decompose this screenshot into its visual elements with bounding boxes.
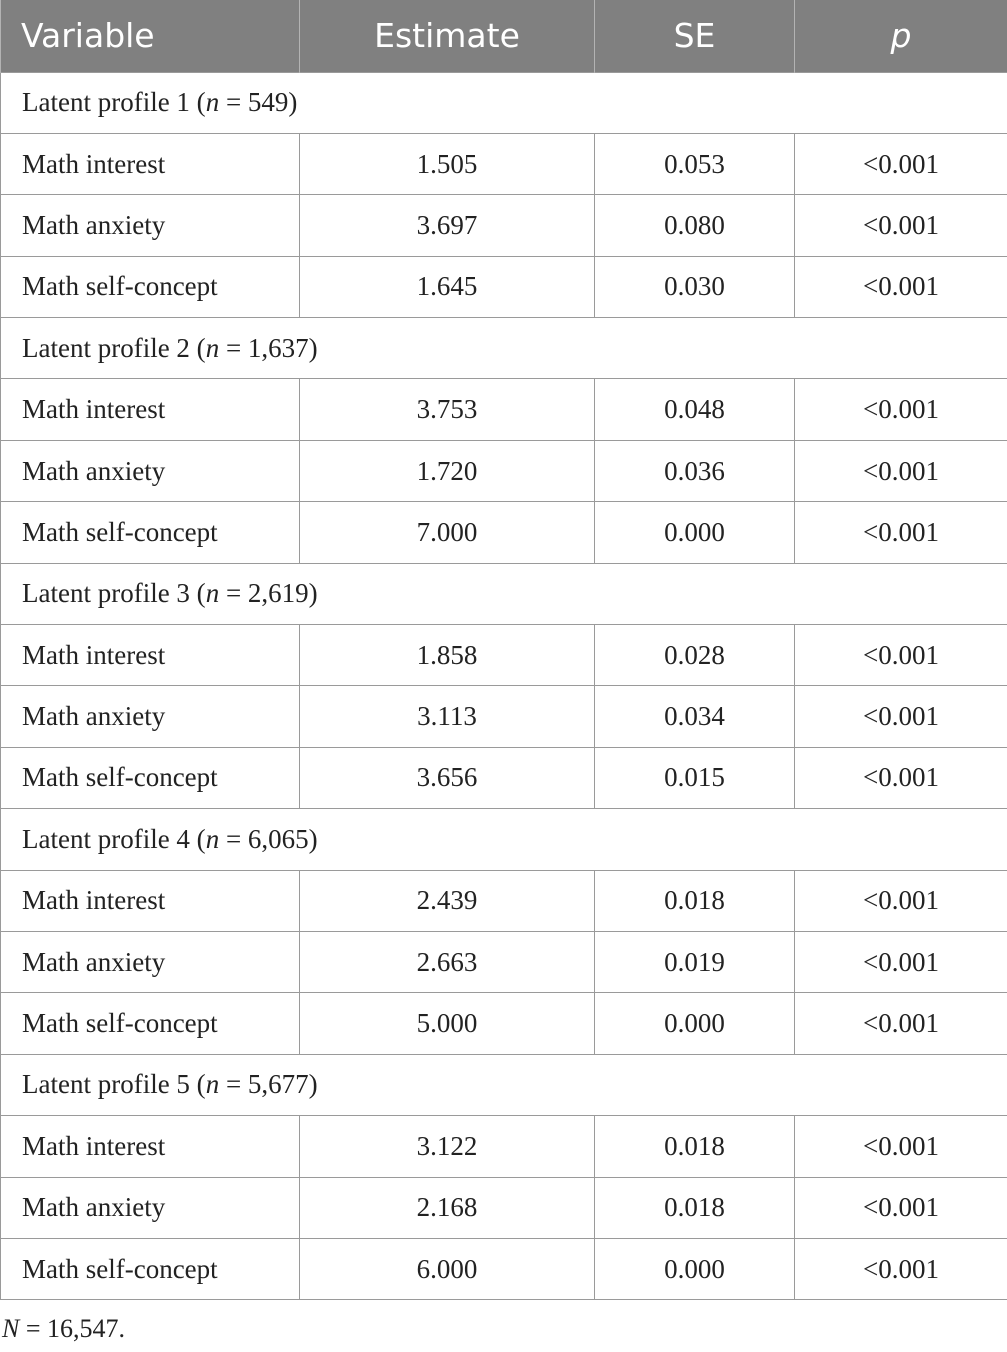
se-cell: 0.030 [595, 256, 795, 317]
table-row [1, 379, 1007, 440]
group-prefix: Latent profile 5 ( [22, 1069, 206, 1100]
group-row [1, 318, 1007, 379]
variable-cell: Math anxiety [1, 931, 300, 992]
estimate-cell: 3.697 [300, 195, 595, 256]
table-footnote [2, 1314, 125, 1344]
table-row [1, 502, 1007, 563]
p-cell: <0.001 [795, 379, 1007, 440]
p-cell: <0.001 [795, 1177, 1007, 1238]
table-row [1, 1116, 1007, 1177]
p-cell: <0.001 [795, 870, 1007, 931]
variable-cell: Math anxiety [1, 440, 300, 501]
variable-cell: Math interest [1, 870, 300, 931]
group-n-value: = 6,065) [219, 823, 318, 854]
footnote-n-symbol: N [2, 1314, 20, 1343]
group-row [1, 563, 1007, 624]
p-cell: <0.001 [795, 1116, 1007, 1177]
p-cell: <0.001 [795, 1238, 1007, 1299]
group-n-symbol: n [205, 87, 220, 118]
header-estimate: Estimate [300, 0, 595, 72]
variable-cell: Math self-concept [1, 502, 300, 563]
p-cell: <0.001 [795, 993, 1007, 1054]
table-row [1, 1177, 1007, 1238]
estimate-cell: 1.720 [300, 440, 595, 501]
table-row [1, 993, 1007, 1054]
p-cell: <0.001 [795, 502, 1007, 563]
header-se: SE [595, 0, 795, 72]
footnote-text: = 16,547. [19, 1314, 126, 1343]
group-n-value: = 2,619) [219, 578, 318, 609]
group-prefix: Latent profile 1 ( [22, 87, 206, 118]
table-row [1, 1238, 1007, 1299]
group-prefix: Latent profile 2 ( [22, 332, 206, 363]
p-cell: <0.001 [795, 195, 1007, 256]
group-label [1, 563, 1007, 624]
estimate-cell: 3.113 [300, 686, 595, 747]
group-label [1, 318, 1007, 379]
estimate-cell: 2.168 [300, 1177, 595, 1238]
table-row [1, 747, 1007, 808]
group-row [1, 809, 1007, 870]
table-row [1, 931, 1007, 992]
estimate-cell: 1.858 [300, 625, 595, 686]
variable-cell: Math self-concept [1, 993, 300, 1054]
se-cell: 0.000 [595, 502, 795, 563]
group-prefix: Latent profile 4 ( [22, 823, 206, 854]
se-cell: 0.028 [595, 625, 795, 686]
estimate-cell: 3.656 [300, 747, 595, 808]
se-cell: 0.015 [595, 747, 795, 808]
estimate-cell: 1.505 [300, 133, 595, 194]
variable-cell: Math interest [1, 1116, 300, 1177]
se-cell: 0.034 [595, 686, 795, 747]
group-label [1, 809, 1007, 870]
variable-cell: Math anxiety [1, 686, 300, 747]
group-row [1, 1054, 1007, 1115]
group-n-value: = 549) [219, 87, 298, 118]
group-row [1, 72, 1007, 133]
se-cell: 0.048 [595, 379, 795, 440]
variable-cell: Math self-concept [1, 256, 300, 317]
p-cell: <0.001 [795, 686, 1007, 747]
p-cell: <0.001 [795, 931, 1007, 992]
group-n-value: = 5,677) [219, 1069, 318, 1100]
table-row [1, 440, 1007, 501]
p-cell: <0.001 [795, 440, 1007, 501]
estimate-cell: 3.122 [300, 1116, 595, 1177]
se-cell: 0.080 [595, 195, 795, 256]
group-n-symbol: n [205, 332, 220, 363]
group-n-symbol: n [205, 823, 220, 854]
variable-cell: Math interest [1, 133, 300, 194]
estimate-cell: 2.663 [300, 931, 595, 992]
header-variable: Variable [1, 0, 300, 72]
group-label [1, 72, 1007, 133]
group-n-symbol: n [205, 578, 220, 609]
p-cell: <0.001 [795, 133, 1007, 194]
se-cell: 0.000 [595, 1238, 795, 1299]
se-cell: 0.000 [595, 993, 795, 1054]
table-row [1, 195, 1007, 256]
se-cell: 0.036 [595, 440, 795, 501]
se-cell: 0.018 [595, 1177, 795, 1238]
table-row [1, 133, 1007, 194]
table-row [1, 686, 1007, 747]
header-row [1, 0, 1007, 72]
se-cell: 0.019 [595, 931, 795, 992]
table-row [1, 625, 1007, 686]
p-cell: <0.001 [795, 747, 1007, 808]
table-row [1, 870, 1007, 931]
p-cell: <0.001 [795, 256, 1007, 317]
variable-cell: Math self-concept [1, 1238, 300, 1299]
estimate-cell: 3.753 [300, 379, 595, 440]
variable-cell: Math anxiety [1, 195, 300, 256]
variable-cell: Math interest [1, 379, 300, 440]
se-cell: 0.018 [595, 870, 795, 931]
variable-cell: Math self-concept [1, 747, 300, 808]
estimate-cell: 1.645 [300, 256, 595, 317]
estimate-cell: 5.000 [300, 993, 595, 1054]
variable-cell: Math anxiety [1, 1177, 300, 1238]
group-n-symbol: n [205, 1069, 220, 1100]
estimate-cell: 7.000 [300, 502, 595, 563]
table-row [1, 256, 1007, 317]
se-cell: 0.018 [595, 1116, 795, 1177]
estimate-cell: 2.439 [300, 870, 595, 931]
estimate-cell: 6.000 [300, 1238, 595, 1299]
group-n-value: = 1,637) [219, 332, 318, 363]
variable-cell: Math interest [1, 625, 300, 686]
se-cell: 0.053 [595, 133, 795, 194]
p-cell: <0.001 [795, 625, 1007, 686]
header-p: p [795, 0, 1007, 72]
group-label [1, 1054, 1007, 1115]
group-prefix: Latent profile 3 ( [22, 578, 206, 609]
